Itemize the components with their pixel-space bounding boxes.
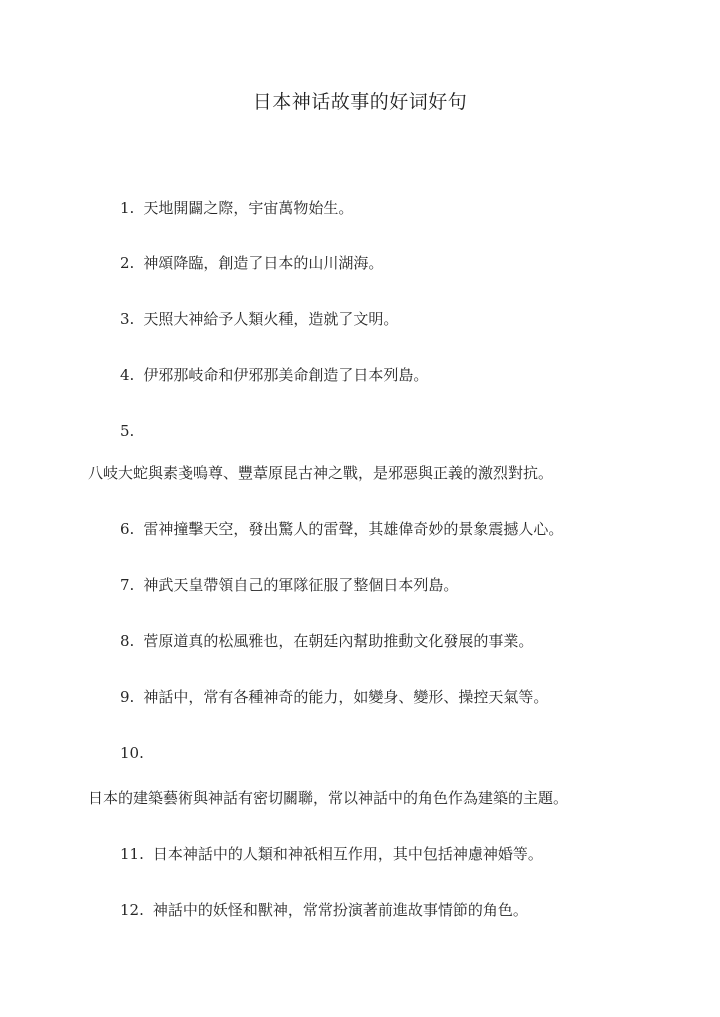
item-number: 2.	[120, 254, 135, 272]
item-text: 神話中的妖怪和獸神，常常扮演著前進故事情節的角色。	[152, 901, 528, 919]
item-text: 神頌降臨，創造了日本的山川湖海。	[143, 254, 384, 272]
list-item-8	[120, 630, 533, 652]
item-text: 神話中，常有各種神奇的能力，如變身、變形、操控天氣等。	[143, 688, 549, 706]
list-item-6	[120, 518, 563, 540]
item-number: 3.	[120, 310, 135, 328]
page-title: 日本神话故事的好词好句	[252, 91, 468, 113]
item-text: 伊邪那岐命和伊邪那美命創造了日本列島。	[143, 366, 429, 384]
list-item-10-text: 日本的建築藝術與神話有密切關聯，常以神話中的角色作為建築的主題。	[88, 789, 569, 807]
item-number: 4.	[120, 366, 135, 384]
list-item-1	[120, 197, 353, 219]
item-number: 9.	[120, 688, 135, 706]
item-text: 菅原道真的松風雅也，在朝廷內幫助推動文化發展的事業。	[143, 632, 534, 650]
list-item-2	[120, 252, 383, 274]
list-item-3	[120, 308, 398, 330]
list-item-7	[120, 574, 458, 596]
item-number: 11.	[120, 845, 144, 863]
item-text: 天地開闢之際，宇宙萬物始生。	[143, 199, 354, 217]
list-item-5-number: 5.	[120, 422, 135, 440]
item-text: 雷神撞擊天空，發出驚人的雷聲，其雄偉奇妙的景象震撼人心。	[143, 520, 564, 538]
item-number: 8.	[120, 632, 135, 650]
item-number: 6.	[120, 520, 135, 538]
item-number: 12.	[120, 901, 144, 919]
item-text: 神武天皇帶領自己的軍隊征服了整個日本列島。	[143, 576, 459, 594]
list-item-5-text: 八岐大蛇與素戔嗚尊、豐葦原昆古神之戰，是邪惡與正義的激烈對抗。	[88, 464, 554, 482]
list-item-9	[120, 686, 548, 708]
item-number: 1.	[120, 199, 135, 217]
item-number: 7.	[120, 576, 135, 594]
list-item-4	[120, 364, 428, 386]
list-item-12	[120, 899, 528, 921]
list-item-10-number: 10.	[120, 744, 144, 762]
list-item-11	[120, 843, 543, 865]
item-text: 日本神話中的人類和神祇相互作用，其中包括神慮神婚等。	[152, 845, 543, 863]
item-text: 天照大神給予人類火種，造就了文明。	[143, 310, 399, 328]
